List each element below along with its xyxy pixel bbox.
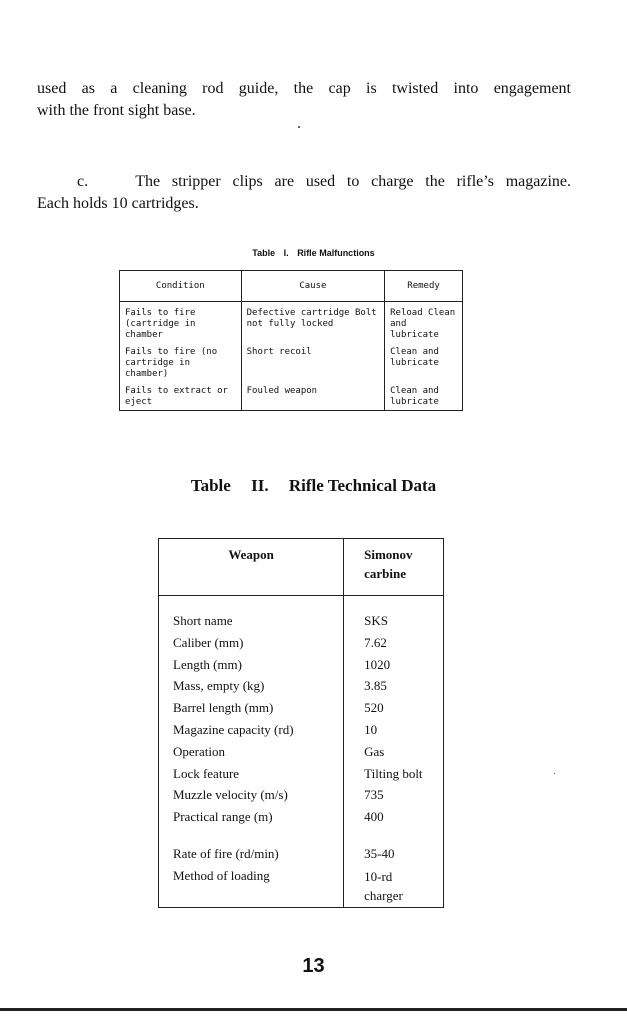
remedy-cell: Clean and lubricate [390,347,439,368]
paragraph-stripper-clips [37,171,571,215]
remedy-cell: Clean and lubricate [390,386,439,407]
table-row [159,719,444,741]
filler-cell [344,905,444,908]
header-simonov-carbine [344,539,444,596]
table-row [159,763,444,785]
condition-cell: Fails to fire (cartridge in chamber [120,302,242,344]
spec-value: 35-40 [364,845,395,861]
rifle-malfunctions-table [119,270,463,411]
table-row [159,596,444,632]
spec-value: 735 [364,787,384,803]
filler-cell [159,905,344,908]
spec-label: Length (mm) [159,654,344,676]
condition-cell: Fails to extract or eject [120,382,242,411]
table1-caption-title: Rifle Malfunctions [297,248,375,258]
paragraph-cleaning-rod [37,78,571,122]
page-number: 13 [302,955,325,977]
condition-cell: Fails to fire (no cartridge in chamber) [120,343,242,382]
cause-cell: Fouled weapon [241,382,384,411]
table-row [159,697,444,719]
table-row [159,806,444,828]
spec-label: Short name [159,596,344,632]
spec-value-text: 10-rd charger [364,868,403,903]
spec-value: 10 [364,721,378,737]
spec-label: Barrel length (mm) [159,697,344,719]
cause-cell: Defective cartridge Bolt not fully locked [241,302,384,344]
table2-caption-label: Table [190,476,231,495]
table2-caption [0,476,627,496]
spec-value: SKS [364,613,388,628]
spec-value: 7.62 [364,634,387,650]
spec-value [344,865,444,905]
header-condition: Condition [120,271,242,302]
header-cause: Cause [241,271,384,302]
table-row [159,654,444,676]
header-remedy: Remedy [385,271,463,302]
table2-caption-number: II. [251,476,269,495]
header-weapon: Weapon [159,539,344,596]
paragraph-line: c. The stripper clips are used to charge the rifle’s magazine. [77,173,571,190]
print-speck [298,126,300,128]
spec-label: Rate of fire (rd/min) [159,828,344,865]
header-model-text: Simonov carbine [364,547,413,581]
table-row [159,675,444,697]
spec-label: Magazine capacity (rd) [159,719,344,741]
table-row [120,343,463,382]
cause-cell: Short recoil [241,343,384,382]
spec-value: 1020 [364,656,391,672]
rifle-technical-data-table [158,538,444,908]
spec-label: Method of loading [159,865,344,905]
spec-label: Operation [159,741,344,763]
paragraph-line: with the front sight base. [37,102,196,119]
table-row [159,632,444,654]
print-speck [554,773,555,774]
table-row [159,828,444,865]
spec-value: 3.85 [364,678,387,694]
table1-caption-number: I. [283,248,289,258]
spec-label: Caliber (mm) [159,632,344,654]
paragraph-line: used as a cleaning rod guide, the cap is twisted into engagement [37,80,571,97]
table-row [159,741,444,763]
table-row [120,382,463,411]
table-row [159,784,444,806]
spec-value: 400 [364,809,384,825]
spec-label: Lock feature [159,763,344,785]
table-filler-row [159,905,444,908]
spec-value: Tilting bolt [364,765,423,781]
table-row [159,865,444,905]
spec-label: Muzzle velocity (m/s) [159,784,344,806]
bottom-rule [0,1008,627,1011]
paragraph-line: Each holds 10 cartridges. [37,195,199,212]
table-row [120,302,463,344]
spec-value: 520 [364,700,384,716]
table-header-row [159,539,444,596]
spec-value: Gas [364,743,385,759]
table-header-row [120,271,463,302]
table1-caption [0,248,627,258]
spec-label: Practical range (m) [159,806,344,828]
spec-label: Mass, empty (kg) [159,675,344,697]
table1-caption-label: Table [252,248,276,258]
remedy-cell: Reload Clean and lubricate [390,308,456,340]
table2-caption-title: Rifle Technical Data [288,476,437,495]
